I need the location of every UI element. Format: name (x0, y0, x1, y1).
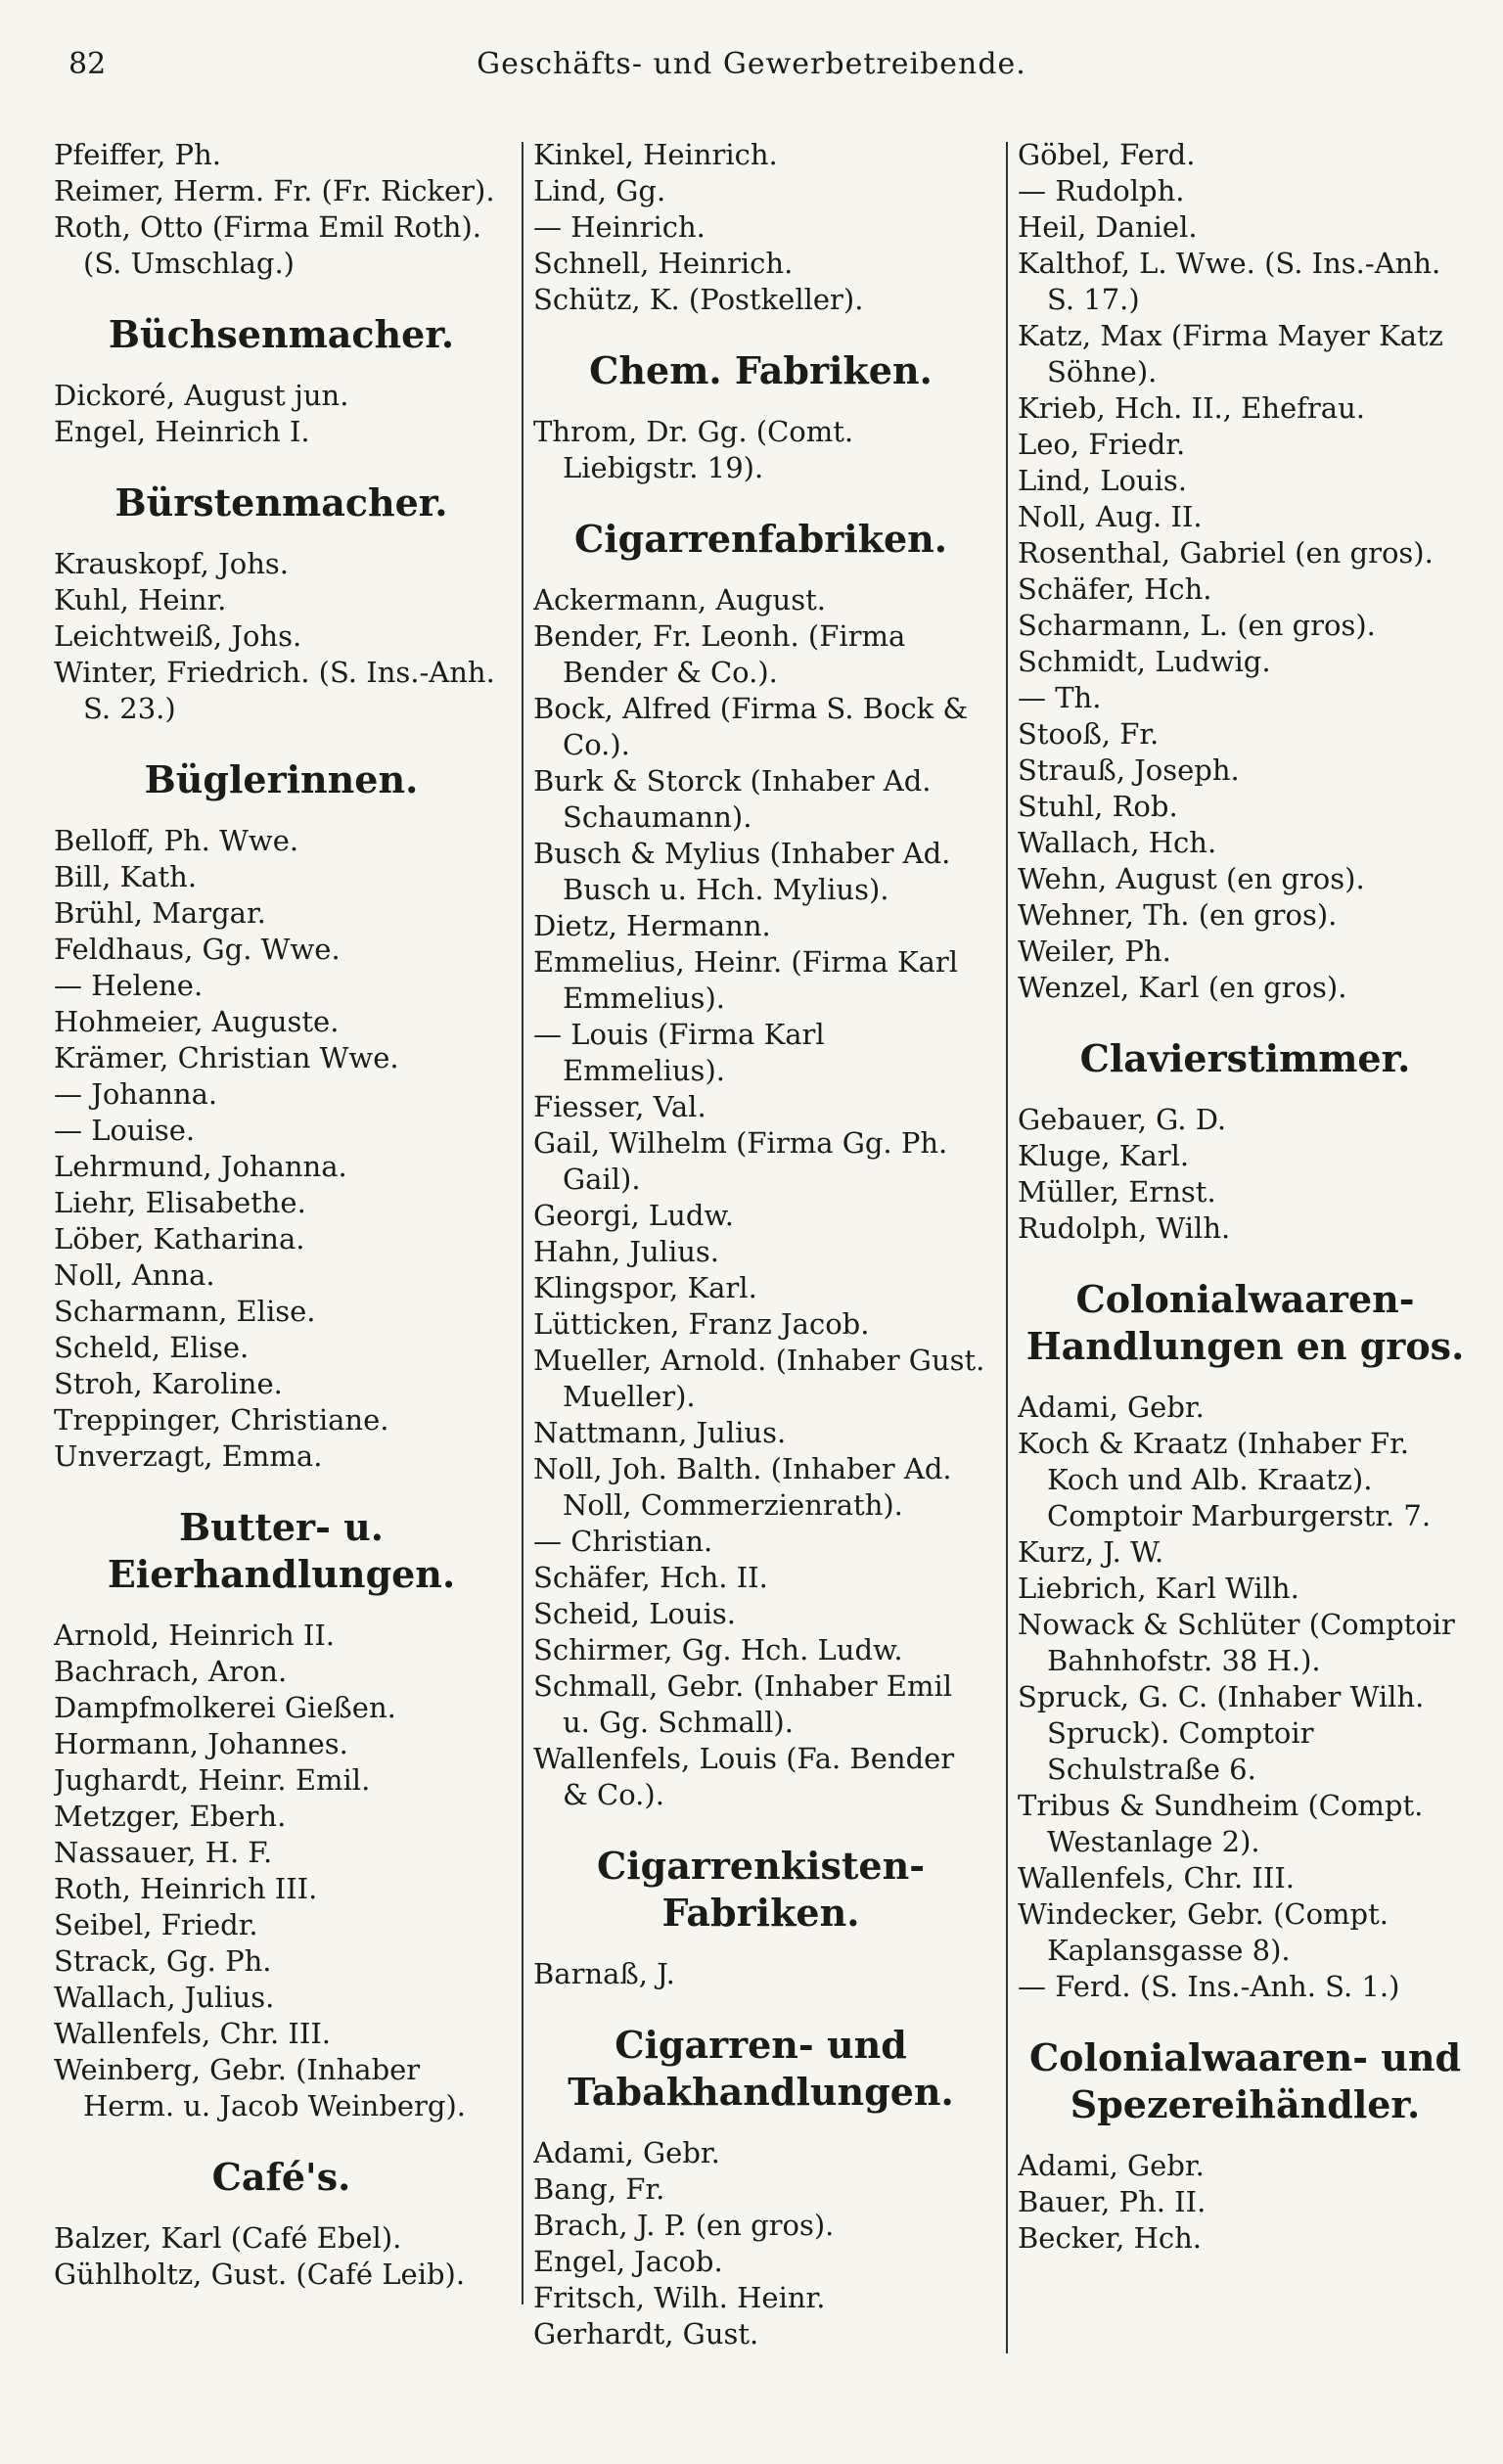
directory-entry: Liebrich, Karl Wilh. (1018, 1572, 1299, 1605)
directory-entry: Gerhardt, Gust. (533, 2317, 759, 2350)
directory-entry: Treppinger, Christiane. (54, 1403, 389, 1437)
directory-entry: Leichtweiß, Johs. (54, 619, 302, 653)
directory-entry: Reimer, Herm. Fr. (Fr. Ricker). (54, 174, 495, 207)
directory-entry: Hormann, Johannes. (54, 1727, 348, 1760)
directory-entry: Belloff, Ph. Wwe. (54, 824, 299, 857)
directory-entry: Scheld, Elise. (54, 1331, 250, 1364)
section-heading: Cigarren- und Tabakhandlungen. (568, 2023, 954, 2114)
section-heading: Colonialwaaren- und Spezereihändler. (1028, 2035, 1462, 2126)
directory-entry: Stuhl, Rob. (1018, 790, 1178, 823)
directory-entry: Nassauer, H. F. (54, 1836, 273, 1869)
section-heading: Büchsenmacher. (108, 312, 455, 356)
directory-entry: Becker, Hch. (1018, 2221, 1202, 2255)
directory-entry: Katz, Max (Firma Mayer Katz Söhne). (1018, 319, 1443, 388)
directory-entry: Burk & Storck (Inhaber Ad. Schaumann). (533, 764, 932, 834)
directory-entry: Lind, Louis. (1018, 464, 1187, 497)
directory-entry: Wallenfels, Chr. III. (1018, 1861, 1296, 1894)
directory-entry: Wehner, Th. (en gros). (1018, 898, 1338, 932)
directory-entry: Dickoré, August jun. (54, 379, 349, 412)
directory-entry: Arnold, Heinrich II. (54, 1619, 336, 1652)
directory-entry: Wehn, August (en gros). (1018, 862, 1365, 895)
directory-entry: Ackermann, August. (533, 583, 826, 616)
directory-entry: Noll, Joh. Balth. (Inhaber Ad. Noll, Commerzienrath). (533, 1452, 952, 1522)
column-3 (1018, 137, 1473, 2427)
section-heading: Chem. Fabriken. (589, 348, 933, 392)
directory-entry: Rudolph, Wilh. (1018, 1211, 1231, 1245)
column-2 (533, 137, 988, 2427)
directory-entry: Müller, Ernst. (1018, 1175, 1216, 1209)
directory-entry: — Louis (Firma Karl Emmelius). (533, 1018, 825, 1087)
columns (54, 137, 1469, 2427)
directory-entry: Heil, Daniel. (1018, 210, 1198, 244)
section-heading: Colonialwaaren-Handlungen en gros. (1025, 1277, 1465, 1368)
directory-entry: Adami, Gebr. (1018, 1391, 1205, 1424)
directory-entry: Schirmer, Gg. Hch. Ludw. (533, 1633, 903, 1666)
directory-entry: Liehr, Elisabethe. (54, 1186, 306, 1219)
directory-entry: Strauß, Joseph. (1018, 753, 1240, 787)
directory-entry: Scheid, Louis. (533, 1597, 736, 1630)
directory-entry: Schäfer, Hch. II. (533, 1561, 768, 1594)
directory-entry: Roth, Otto (Firma Emil Roth). (S. Umschlag.) (54, 210, 481, 280)
directory-entry: — Rudolph. (1018, 174, 1185, 207)
section-heading: Butter- u. Eierhandlungen. (107, 1505, 456, 1596)
directory-entry: Georgi, Ludw. (533, 1199, 735, 1232)
directory-entry: Nowack & Schlüter (Comptoir Bahnhofstr. 38 H.). (1018, 1608, 1455, 1677)
directory-entry: Kluge, Karl. (1018, 1139, 1190, 1172)
directory-entry: Gebauer, G. D. (1018, 1103, 1227, 1136)
directory-entry: Kalthof, L. Wwe. (S. Ins.-Anh. S. 17.) (1018, 247, 1441, 316)
directory-entry: Bauer, Ph. II. (1018, 2185, 1207, 2218)
directory-entry: Wallenfels, Chr. III. (54, 2017, 332, 2050)
directory-entry: Krauskopf, Johs. (54, 547, 289, 580)
directory-entry: Rosenthal, Gabriel (en gros). (1018, 536, 1434, 570)
directory-entry: Bock, Alfred (Firma S. Bock & Co.). (533, 692, 969, 761)
directory-entry: Throm, Dr. Gg. (Comt. Liebigstr. 19). (533, 415, 854, 484)
directory-entry: Tribus & Sundheim (Compt. Westanlage 2). (1018, 1789, 1424, 1858)
directory-entry: Bachrach, Aron. (54, 1655, 288, 1688)
directory-entry: Weiler, Ph. (1018, 935, 1171, 968)
directory-entry: Seibel, Friedr. (54, 1908, 258, 1941)
directory-entry: — Louise. (54, 1114, 196, 1147)
page-number: 82 (68, 47, 107, 81)
directory-entry: Bill, Kath. (54, 860, 198, 893)
column-rule (522, 142, 524, 2304)
section-heading: Bürstenmacher. (114, 480, 448, 525)
directory-entry: Fritsch, Wilh. Heinr. (533, 2281, 826, 2314)
column-rule (1006, 142, 1008, 2353)
directory-entry: Schmall, Gebr. (Inhaber Emil u. Gg. Schmall). (533, 1669, 953, 1739)
directory-entry: Wallach, Julius. (54, 1981, 275, 2014)
directory-entry: — Ferd. (S. Ins.-Anh. S. 1.) (1018, 1970, 1400, 2003)
directory-entry: Emmelius, Heinr. (Firma Karl Emmelius). (533, 945, 959, 1015)
section-heading: Clavierstimmer. (1079, 1036, 1411, 1080)
directory-entry: Engel, Jacob. (533, 2245, 723, 2278)
directory-entry: — Christian. (533, 1525, 713, 1558)
directory-entry: Stroh, Karoline. (54, 1367, 283, 1400)
directory-entry: Stooß, Fr. (1018, 717, 1160, 751)
directory-entry: — Heinrich. (533, 210, 706, 244)
directory-entry: — Th. (1018, 681, 1102, 714)
directory-entry: Kurz, J. W. (1018, 1535, 1164, 1569)
directory-entry: Lind, Gg. (533, 174, 666, 207)
directory-entry: Dietz, Hermann. (533, 909, 771, 942)
directory-entry: Kuhl, Heinr. (54, 583, 227, 616)
directory-entry: Noll, Aug. II. (1018, 500, 1203, 533)
directory-entry: Scharmann, L. (en gros). (1018, 609, 1376, 642)
directory-entry: Barnaß, J. (533, 1957, 675, 1990)
directory-entry: Strack, Gg. Ph. (54, 1944, 272, 1978)
directory-entry: Engel, Heinrich I. (54, 415, 310, 448)
directory-entry: Wallach, Hch. (1018, 826, 1217, 859)
running-head (59, 47, 1444, 96)
directory-entry: Klingspor, Karl. (533, 1271, 757, 1304)
directory-entry: Krämer, Christian Wwe. (54, 1041, 399, 1074)
directory-entry: Koch & Kraatz (Inhaber Fr. Koch und Alb. Kraatz). Comptoir Marburgerstr. 7. (1018, 1427, 1432, 1532)
directory-entry: Dampfmolkerei Gießen. (54, 1691, 396, 1724)
directory-entry: Krieb, Hch. II., Ehefrau. (1018, 391, 1365, 425)
directory-entry: Adami, Gebr. (1018, 2149, 1205, 2182)
directory-entry: Gail, Wilhelm (Firma Gg. Ph. Gail). (533, 1126, 948, 1196)
directory-entry: Winter, Friedrich. (S. Ins.-Anh. S. 23.) (54, 656, 495, 725)
directory-entry: Balzer, Karl (Café Ebel). (54, 2221, 402, 2255)
directory-entry: Hohmeier, Auguste. (54, 1005, 340, 1038)
directory-entry: Lütticken, Franz Jacob. (533, 1307, 870, 1341)
directory-entry: Pfeiffer, Ph. (54, 138, 221, 171)
directory-entry: Adami, Gebr. (533, 2136, 720, 2169)
directory-entry: Schütz, K. (Postkeller). (533, 283, 864, 316)
directory-entry: Bender, Fr. Leonh. (Firma Bender & Co.). (533, 619, 906, 689)
directory-entry: Windecker, Gebr. (Compt. Kaplansgasse 8). (1018, 1897, 1389, 1967)
directory-entry: Leo, Friedr. (1018, 428, 1186, 461)
column-1 (54, 137, 509, 2427)
directory-entry: Metzger, Eberh. (54, 1800, 287, 1833)
directory-entry: Schäfer, Hch. (1018, 572, 1212, 606)
directory-entry: Wenzel, Karl (en gros). (1018, 971, 1347, 1004)
directory-entry: — Johanna. (54, 1077, 218, 1111)
directory-entry: Weinberg, Gebr. (Inhaber Herm. u. Jacob Weinberg). (54, 2053, 467, 2122)
directory-entry: Scharmann, Elise. (54, 1295, 316, 1328)
section-heading: Café's. (211, 2155, 351, 2199)
directory-entry: Löber, Katharina. (54, 1222, 305, 1255)
directory-entry: Brühl, Margar. (54, 896, 266, 930)
directory-entry: Nattmann, Julius. (533, 1416, 787, 1449)
directory-entry: Göbel, Ferd. (1018, 138, 1196, 171)
directory-entry: Schnell, Heinrich. (533, 247, 794, 280)
directory-entry: — Helene. (54, 969, 204, 1002)
directory-entry: Fiesser, Val. (533, 1090, 706, 1123)
running-title: Geschäfts- und Gewerbetreibende. (477, 47, 1026, 81)
directory-entry: Schmidt, Ludwig. (1018, 645, 1271, 678)
section-heading: Büglerinnen. (144, 757, 419, 801)
directory-entry: Wallenfels, Louis (Fa. Bender & Co.). (533, 1742, 955, 1811)
section-heading: Cigarrenfabriken. (573, 517, 948, 561)
directory-entry: Roth, Heinrich III. (54, 1872, 318, 1905)
directory-entry: Spruck, G. C. (Inhaber Wilh. Spruck). Comptoir Schulstraße 6. (1018, 1680, 1425, 1786)
directory-entry: Gühlholtz, Gust. (Café Leib). (54, 2258, 466, 2291)
directory-entry: Busch & Mylius (Inhaber Ad. Busch u. Hch. Mylius). (533, 837, 951, 906)
directory-entry: Noll, Anna. (54, 1258, 215, 1292)
directory-entry: Lehrmund, Johanna. (54, 1150, 347, 1183)
directory-entry: Kinkel, Heinrich. (533, 138, 778, 171)
directory-entry: Mueller, Arnold. (Inhaber Gust. Mueller). (533, 1344, 985, 1413)
directory-entry: Hahn, Julius. (533, 1235, 720, 1268)
directory-entry: Bang, Fr. (533, 2172, 665, 2206)
directory-entry: Jughardt, Heinr. Emil. (54, 1763, 371, 1797)
section-heading: Cigarrenkisten-Fabriken. (596, 1844, 925, 1935)
directory-entry: Brach, J. P. (en gros). (533, 2209, 835, 2242)
directory-entry: Feldhaus, Gg. Wwe. (54, 933, 341, 966)
directory-entry: Unverzagt, Emma. (54, 1439, 323, 1473)
